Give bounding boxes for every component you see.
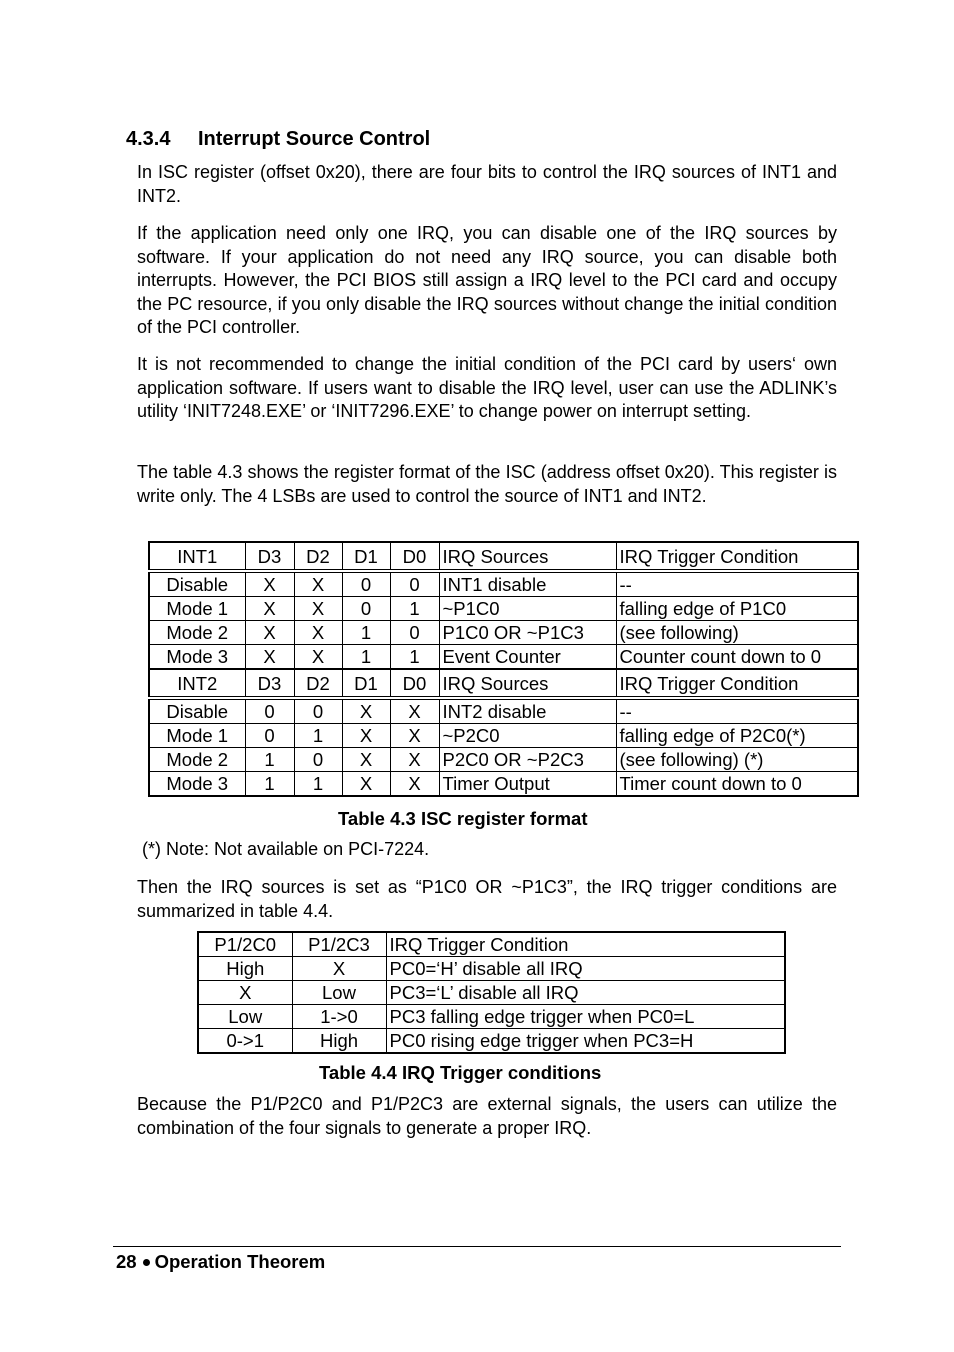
- table-cell: 1: [294, 724, 342, 748]
- table-row: [149, 621, 858, 645]
- table-cell: D1: [342, 669, 390, 698]
- paragraph-then: Then the IRQ sources is set as “P1C0 OR ~P1C3”, the IRQ trigger conditions are summarized in table 4.4.: [137, 877, 837, 921]
- table-cell: INT1 disable: [439, 571, 616, 597]
- table-cell: High: [198, 957, 292, 981]
- table-cell: PC3 falling edge trigger when PC0=L: [386, 1005, 785, 1029]
- table-cell: D3: [245, 669, 294, 698]
- table-cell: Counter count down to 0: [616, 645, 858, 670]
- table-cell: INT1: [149, 542, 245, 571]
- table-cell: ~P1C0: [439, 597, 616, 621]
- table-cell: Mode 2: [149, 621, 245, 645]
- paragraph-table-intro: The table 4.3 shows the register format of the ISC (address offset 0x20). This register is write only. The 4 LSBs are used to control the source of INT1 and INT2.: [137, 462, 837, 506]
- table-cell: 0: [390, 571, 439, 597]
- table-cell: D2: [294, 669, 342, 698]
- table-cell: P2C0 OR ~P2C3: [439, 748, 616, 772]
- table-cell: Mode 1: [149, 724, 245, 748]
- table-cell: X: [390, 748, 439, 772]
- table-cell: PC0=‘H’ disable all IRQ: [386, 957, 785, 981]
- table-cell: (see following) (*): [616, 748, 858, 772]
- paragraph-because: Because the P1/P2C0 and P1/P2C3 are external signals, the users can utilize the combination of the four signals to generate a proper IRQ.: [137, 1094, 837, 1138]
- table-row: [149, 597, 858, 621]
- table-cell: IRQ Trigger Condition: [616, 542, 858, 571]
- table-cell: X: [294, 621, 342, 645]
- table-cell: --: [616, 571, 858, 597]
- section-number: 4.3.4: [126, 128, 171, 150]
- footer-divider: [113, 1246, 841, 1247]
- table-row: [149, 772, 858, 797]
- table-cell: X: [390, 724, 439, 748]
- table-cell: falling edge of P2C0(*): [616, 724, 858, 748]
- table-cell: 0: [294, 698, 342, 724]
- table-cell: 1: [390, 597, 439, 621]
- page-footer: [116, 1251, 325, 1273]
- table-cell: X: [245, 597, 294, 621]
- paragraph-intro: In ISC register (offset 0x20), there are four bits to control the IRQ sources of INT1 and INT2.: [137, 162, 837, 206]
- table-row: [149, 748, 858, 772]
- table-cell: X: [342, 724, 390, 748]
- table-cell: X: [292, 957, 386, 981]
- table-header-row: [198, 932, 785, 957]
- table-cell: 1: [294, 772, 342, 797]
- table-cell: PC3=‘L’ disable all IRQ: [386, 981, 785, 1005]
- table-cell: 1: [245, 748, 294, 772]
- table-cell: 1: [342, 645, 390, 670]
- table-cell: X: [390, 698, 439, 724]
- table-cell: 0: [342, 597, 390, 621]
- table-cell: Low: [292, 981, 386, 1005]
- table-cell: X: [390, 772, 439, 797]
- table-cell: Disable: [149, 698, 245, 724]
- table-cell: Timer count down to 0: [616, 772, 858, 797]
- table-cell: D1: [342, 542, 390, 571]
- table-cell: IRQ Sources: [439, 542, 616, 571]
- paragraph-single-irq: If the application need only one IRQ, you can disable one of the IRQ sources by software. If your application do not need any IRQ source, you can disable both interrupts. However, the PCI BIOS still assign a IRQ level to the PCI card and occupy the PC resource, if you only disable the IRQ sources without change the initial condition of the PCI controller.: [137, 223, 837, 338]
- table-cell: IRQ Trigger Condition: [616, 669, 858, 698]
- table-cell: D3: [245, 542, 294, 571]
- table-cell: P1C0 OR ~P1C3: [439, 621, 616, 645]
- table-cell: P1/2C3: [292, 932, 386, 957]
- table-4-3-caption: Table 4.3 ISC register format: [338, 808, 588, 829]
- table-cell: PC0 rising edge trigger when PC3=H: [386, 1029, 785, 1054]
- section-title: Interrupt Source Control: [198, 128, 431, 150]
- isc-register-table: [148, 541, 859, 797]
- section-heading: [126, 128, 430, 151]
- table-cell: 0: [342, 571, 390, 597]
- table-cell: 1: [245, 772, 294, 797]
- table-cell: IRQ Trigger Condition: [386, 932, 785, 957]
- table-row: [198, 957, 785, 981]
- table-cell: 1->0: [292, 1005, 386, 1029]
- table-cell: (see following): [616, 621, 858, 645]
- bullet-icon: [143, 1259, 150, 1266]
- table-cell: X: [198, 981, 292, 1005]
- table-cell: 0: [245, 724, 294, 748]
- table-row: [149, 698, 858, 724]
- table-4-4-caption: Table 4.4 IRQ Trigger conditions: [319, 1062, 602, 1083]
- table-cell: Mode 3: [149, 772, 245, 797]
- table-cell: X: [294, 645, 342, 670]
- table-cell: INT2 disable: [439, 698, 616, 724]
- table-cell: Mode 1: [149, 597, 245, 621]
- table-cell: 0->1: [198, 1029, 292, 1054]
- table-cell: Event Counter: [439, 645, 616, 670]
- table-row: [198, 1029, 785, 1054]
- table-cell: X: [245, 645, 294, 670]
- availability-note: (*) Note: Not available on PCI-7224.: [142, 839, 430, 859]
- table-cell: Low: [198, 1005, 292, 1029]
- table-cell: 1: [342, 621, 390, 645]
- table-cell: X: [342, 698, 390, 724]
- table-cell: ~P2C0: [439, 724, 616, 748]
- table-row: [149, 724, 858, 748]
- table-cell: Timer Output: [439, 772, 616, 797]
- table-cell: X: [294, 571, 342, 597]
- table-cell: Disable: [149, 571, 245, 597]
- table-cell: D0: [390, 542, 439, 571]
- table-cell: X: [294, 597, 342, 621]
- table-row: [198, 981, 785, 1005]
- table-cell: D2: [294, 542, 342, 571]
- table-cell: IRQ Sources: [439, 669, 616, 698]
- table-row: [149, 571, 858, 597]
- table-row: [198, 1005, 785, 1029]
- table-cell: Mode 3: [149, 645, 245, 670]
- table-cell: X: [245, 621, 294, 645]
- table-cell: X: [342, 772, 390, 797]
- footer-section: Operation Theorem: [154, 1251, 326, 1272]
- table-cell: 0: [245, 698, 294, 724]
- table-cell: X: [245, 571, 294, 597]
- table-cell: Mode 2: [149, 748, 245, 772]
- table-cell: INT2: [149, 669, 245, 698]
- table-cell: D0: [390, 669, 439, 698]
- table-cell: 0: [294, 748, 342, 772]
- page-number: 28: [116, 1251, 137, 1272]
- table-cell: --: [616, 698, 858, 724]
- table-cell: 0: [390, 621, 439, 645]
- table-header-row: [149, 542, 858, 571]
- table-cell: falling edge of P1C0: [616, 597, 858, 621]
- table-cell: High: [292, 1029, 386, 1054]
- irq-trigger-table: [197, 931, 786, 1054]
- table-header-row: [149, 669, 858, 698]
- table-row: [149, 645, 858, 670]
- table-cell: P1/2C0: [198, 932, 292, 957]
- paragraph-recommendation: It is not recommended to change the initial condition of the PCI card by users‘ own application software. If users want to disable the IRQ level, user can use the ADLINK’s utility ‘INIT7248.EXE’ or ‘INIT7296.EXE’ to change power on interrupt setting.: [137, 354, 837, 422]
- table-cell: 1: [390, 645, 439, 670]
- table-cell: X: [342, 748, 390, 772]
